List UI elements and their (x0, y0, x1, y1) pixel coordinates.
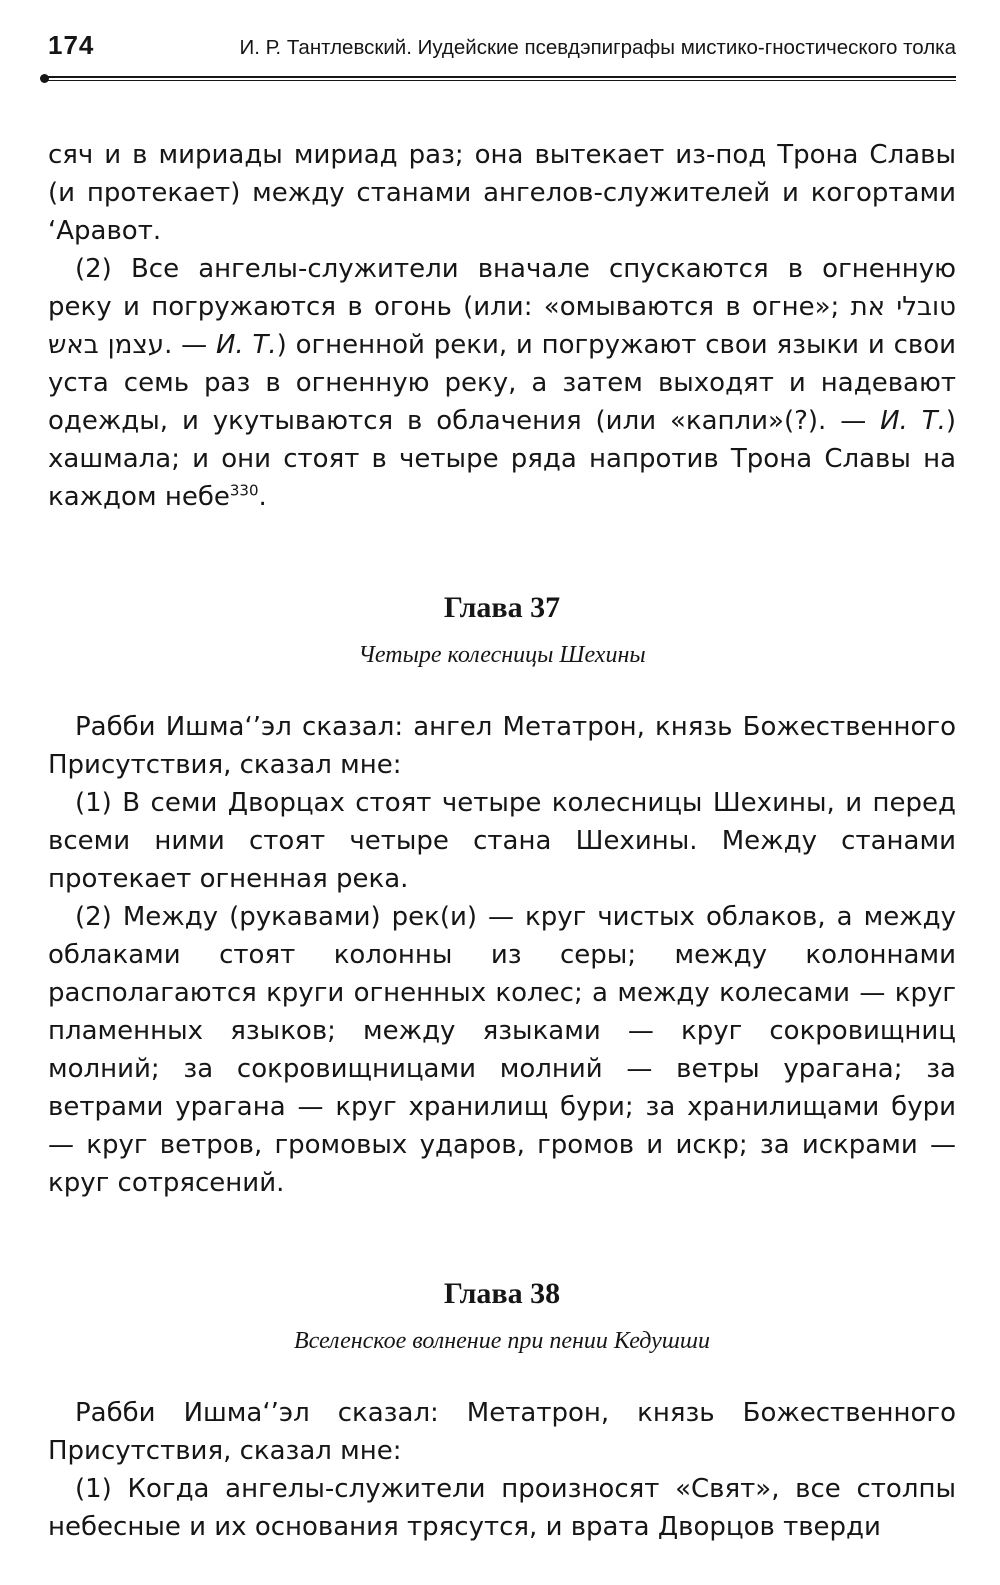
header-rule (48, 76, 956, 82)
page-number: 174 (48, 30, 95, 60)
running-header (48, 30, 956, 70)
chapter-title: Глава 37 (443, 591, 561, 624)
body-text (48, 136, 956, 1546)
paragraph-verse-2: (2) Все ангелы-служители вначале спускаются в огненную реку и погружаются в огонь (или: «омываются в огне»; טובלי את עצמן באש. — И. Т.) огненной реки, и погружают свои языки и свои уста семь раз в огненную реку, а затем выходят и надевают одежды, и укутываются в облачения (или «капли»(?). — И. Т.) хашмала; и они стоят в четыре ряда напротив Трона Славы на каждом небе$^{330}$. (48, 254, 957, 512)
chapter-subtitle: Вселенское волнение при пении Кедушши (293, 1328, 711, 1354)
chapter-intro: Рабби Ишма‘’эл сказал: Метатрон, князь Божественного Присутствия, сказал мне: (48, 1398, 956, 1466)
hebrew-phrase: טובלי את עצמן באש (48, 292, 956, 360)
paragraph-continued: сяч и в мириады мириад раз; она вытекает из-под Трона Славы (и протекает) между станами ангелов-служителей и когортами ‘Аравот. (48, 140, 956, 246)
footnote-ref: 330 (229, 481, 259, 500)
paragraph-verse-1: (1) В семи Дворцах стоят четыре колесницы Шехины, и перед всеми ними стоят четыре стана Шехины. Между станами протекает огненная река. (48, 788, 956, 894)
paragraph-verse-2: (2) Между (рукавами) рек(и) — круг чистых облаков, а между облаками стоят колонны из серы; между колоннами располагаются круги огненных колес; а между колесами — круг пламенных языков; между языками — круг сокровищниц молний; за сокровищницами молний — ветры урагана; за ветрами урагана — круг хранилищ бури; за хранилищами бури — круг ветров, громовых ударов, громов и искр; за искрами — круг сотрясений. (48, 902, 956, 1198)
paragraph-verse-1: (1) Когда ангелы-служители произносят «Свят», все столпы небесные и их основания трясутся, и врата Дворцов тверди (48, 1474, 956, 1542)
chapter-intro: Рабби Ишма‘’эл сказал: ангел Метатрон, князь Божественного Присутствия, сказал мне: (48, 712, 956, 780)
author-initials: И. Т. (215, 330, 277, 360)
author-initials: И. Т. (880, 406, 946, 436)
page (48, 30, 956, 1546)
chapter-title: Глава 38 (443, 1277, 561, 1310)
chapter-subtitle: Четыре колесницы Шехины (358, 642, 646, 668)
running-title: И. Р. Тантлевский. Иудейские псевдэпиграфы мистико-гностического толка (239, 36, 956, 59)
rule-dot-ornament (40, 74, 49, 83)
